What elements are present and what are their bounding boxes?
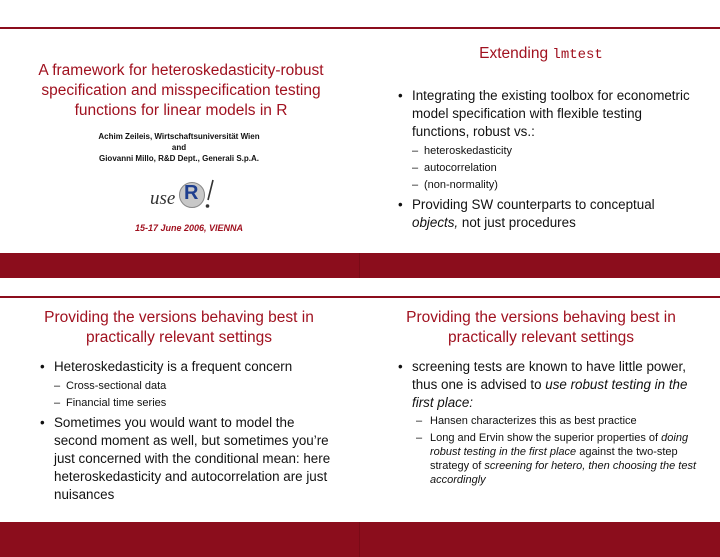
- bottom-band-divider: [359, 522, 360, 557]
- list-item: – Cross-sectional data: [54, 378, 338, 395]
- slide-2-bullet-1: [396, 87, 696, 194]
- slide-4-sub-2-emphasis-2: screening for hetero, then choosing the test accordingly: [430, 460, 696, 486]
- middle-band: [0, 253, 720, 278]
- authors-block: [0, 131, 358, 164]
- slide-2-bullets: [396, 87, 696, 234]
- logo-exclamation-icon: [204, 178, 216, 210]
- list-item: – autocorrelation: [412, 160, 696, 177]
- slide-2-bullet-2-text: Providing SW counterparts to conceptual: [412, 197, 655, 212]
- slide-2-bullet-1-sublist: [412, 143, 696, 194]
- slide-4-sub-2-text: Long and Ervin show the superior properties of: [430, 432, 659, 444]
- slide-3-bullet-1: [38, 358, 338, 412]
- logo-r-letter: R: [184, 182, 199, 204]
- slide-4-sub-2-emphasis-1: doing robust testing in the first place: [430, 432, 689, 458]
- list-item: – Hansen characterizes this as best practice: [412, 414, 696, 428]
- list-item: – heteroskedasticity: [412, 143, 696, 160]
- slide-3-title: Providing the versions behaving best in practically relevant settings: [44, 309, 314, 346]
- slide-best-versions-right: [362, 298, 720, 520]
- slide-4-bullet-1-text: screening tests are known to have little power, thus one is advised to: [412, 359, 686, 392]
- top-rule: [0, 27, 720, 29]
- slide-2-title: [362, 44, 720, 65]
- user-conference-logo: [148, 176, 218, 214]
- slide-3-bullets: [38, 358, 338, 506]
- slide-3-bullet-1-text: Heteroskedasticity is a frequent concern: [54, 359, 293, 374]
- slide-4-sub-2-middle: against the two-step strategy of: [430, 446, 678, 472]
- slide-3-bullet-2: • Sometimes you would want to model the second moment as well, but sometimes you’re just concerned with the conditional mean: here heteroskedasticity and autocorrelation are just nuisances: [38, 414, 338, 504]
- slide-2-bullet-2-suffix: not just procedures: [461, 215, 576, 230]
- slide-extending-lmtest: [362, 30, 720, 252]
- slide-4-bullet-1: [396, 358, 696, 487]
- list-item: – Financial time series: [54, 395, 338, 412]
- author-2: Giovanni Millo, R&D Dept., Generali S.p.A.: [98, 154, 260, 163]
- slide-title: [0, 30, 358, 252]
- author-1: Achim Zeileis, Wirtschaftsuniversität Wien: [98, 132, 260, 141]
- slide-2-title-text: Extending: [479, 45, 549, 62]
- slide-4-bullets: [396, 358, 696, 490]
- slide-best-versions-left: [0, 298, 358, 520]
- slide-2-title-code: lmtest: [552, 47, 603, 63]
- list-item: – (non-normality): [412, 177, 696, 194]
- slide-2-bullet-1-text: Integrating the existing toolbox for econometric model specification with flexible testing functions, robust vs.:: [412, 88, 690, 139]
- slide-4-bullet-1-sublist: [412, 414, 696, 487]
- slide-4-bullet-1-emphasis: use robust testing in the first place:: [412, 377, 688, 410]
- logo-use-text: use: [150, 188, 176, 209]
- slide-2-bullet-2: [396, 196, 696, 232]
- list-item: [412, 431, 696, 487]
- author-and: and: [171, 143, 187, 152]
- middle-band-divider: [359, 253, 360, 278]
- bottom-band: [0, 522, 720, 557]
- slide-3-bullet-1-sublist: [54, 378, 338, 412]
- presentation-title: A framework for heteroskedasticity-robust specification and misspecification testing functions for linear models in R: [38, 62, 324, 119]
- slide-2-bullet-2-emphasis: objects,: [412, 215, 459, 230]
- conference-date: 15-17 June 2006, VIENNA: [134, 223, 244, 233]
- slide-4-title: Providing the versions behaving best in practically relevant settings: [406, 309, 676, 346]
